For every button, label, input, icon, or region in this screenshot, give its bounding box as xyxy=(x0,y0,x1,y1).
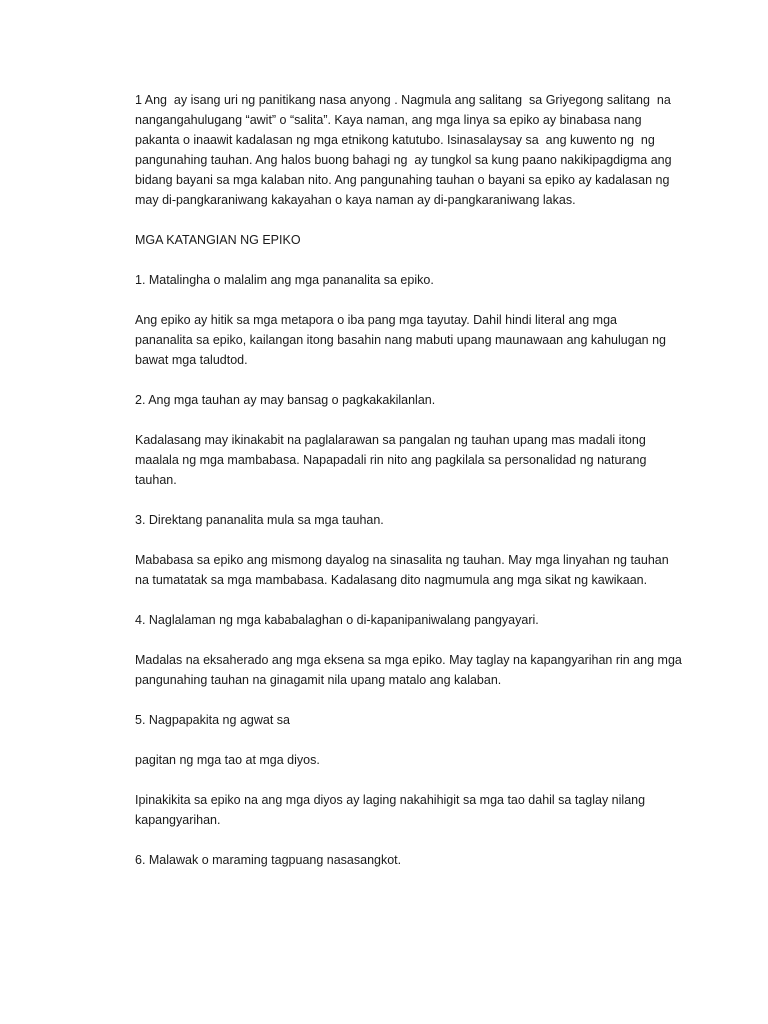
document-body xyxy=(135,90,695,890)
item-6-title: 6. Malawak o maraming tagpuang nasasangkot. xyxy=(135,853,402,867)
item-5-continued: pagitan ng mga tao at mga diyos. xyxy=(135,753,320,767)
item-2-body: Kadalasang may ikinakabit na paglalarawan sa pangalan ng tauhan upang mas madali itong maalala ng mga mambabasa. Napapadali rin nito ang pagkilala sa personalidad ng naturang tauhan. xyxy=(135,433,647,487)
item-5-body: Ipinakikita sa epiko na ang mga diyos ay laging nakahihigit sa mga tao dahil sa taglay nilang kapangyarihan. xyxy=(135,793,646,827)
item-2-title: 2. Ang mga tauhan ay may bansag o pagkakakilanlan. xyxy=(135,393,436,407)
intro-paragraph: 1 Ang ay isang uri ng panitikang nasa anyong . Nagmula ang salitang sa Griyegong salitang na nangangahulugang “awit” o “salita”. Kaya naman, ang mga linya sa epiko ay binabasa nang pakanta o inaawit kadalasan ng mga etnikong katutubo. Isinasalaysay sa ang kuwento ng ng pangunahing tauhan. Ang halos buong bahagi ng ay tungkol sa kung paano nakikipagdigma ang bidang bayani sa mga kalaban nito. Ang pangunahing tauhan o bayani sa epiko ay kadalasan ng may di-pangkaraniwang kakayahan o kaya naman ay di-pangkaraniwang lakas. xyxy=(135,93,672,207)
item-4-title: 4. Naglalaman ng mga kababalaghan o di-kapanipaniwalang pangyayari. xyxy=(135,613,539,627)
item-4-body: Madalas na eksaherado ang mga eksena sa mga epiko. May taglay na kapangyarihan rin ang mga pangunahing tauhan na ginagamit nila upang matalo ang kalaban. xyxy=(135,653,682,687)
item-5-title: 5. Nagpapakita ng agwat sa xyxy=(135,713,290,727)
section-heading: MGA KATANGIAN NG EPIKO xyxy=(135,233,301,247)
item-1-body: Ang epiko ay hitik sa mga metapora o iba pang mga tayutay. Dahil hindi literal ang mga pananalita sa epiko, kailangan itong basahin nang mabuti upang maunawaan ang kahulugan ng bawat mga taludtod. xyxy=(135,313,666,367)
item-1-title: 1. Matalingha o malalim ang mga pananalita sa epiko. xyxy=(135,273,434,287)
item-3-body: Mababasa sa epiko ang mismong dayalog na sinasalita ng tauhan. May mga linyahan ng tauhan na tumatatak sa mga mambabasa. Kadalasang dito nagmumula ang mga sikat ng kawikaan. xyxy=(135,553,669,587)
item-3-title: 3. Direktang pananalita mula sa mga tauhan. xyxy=(135,513,384,527)
